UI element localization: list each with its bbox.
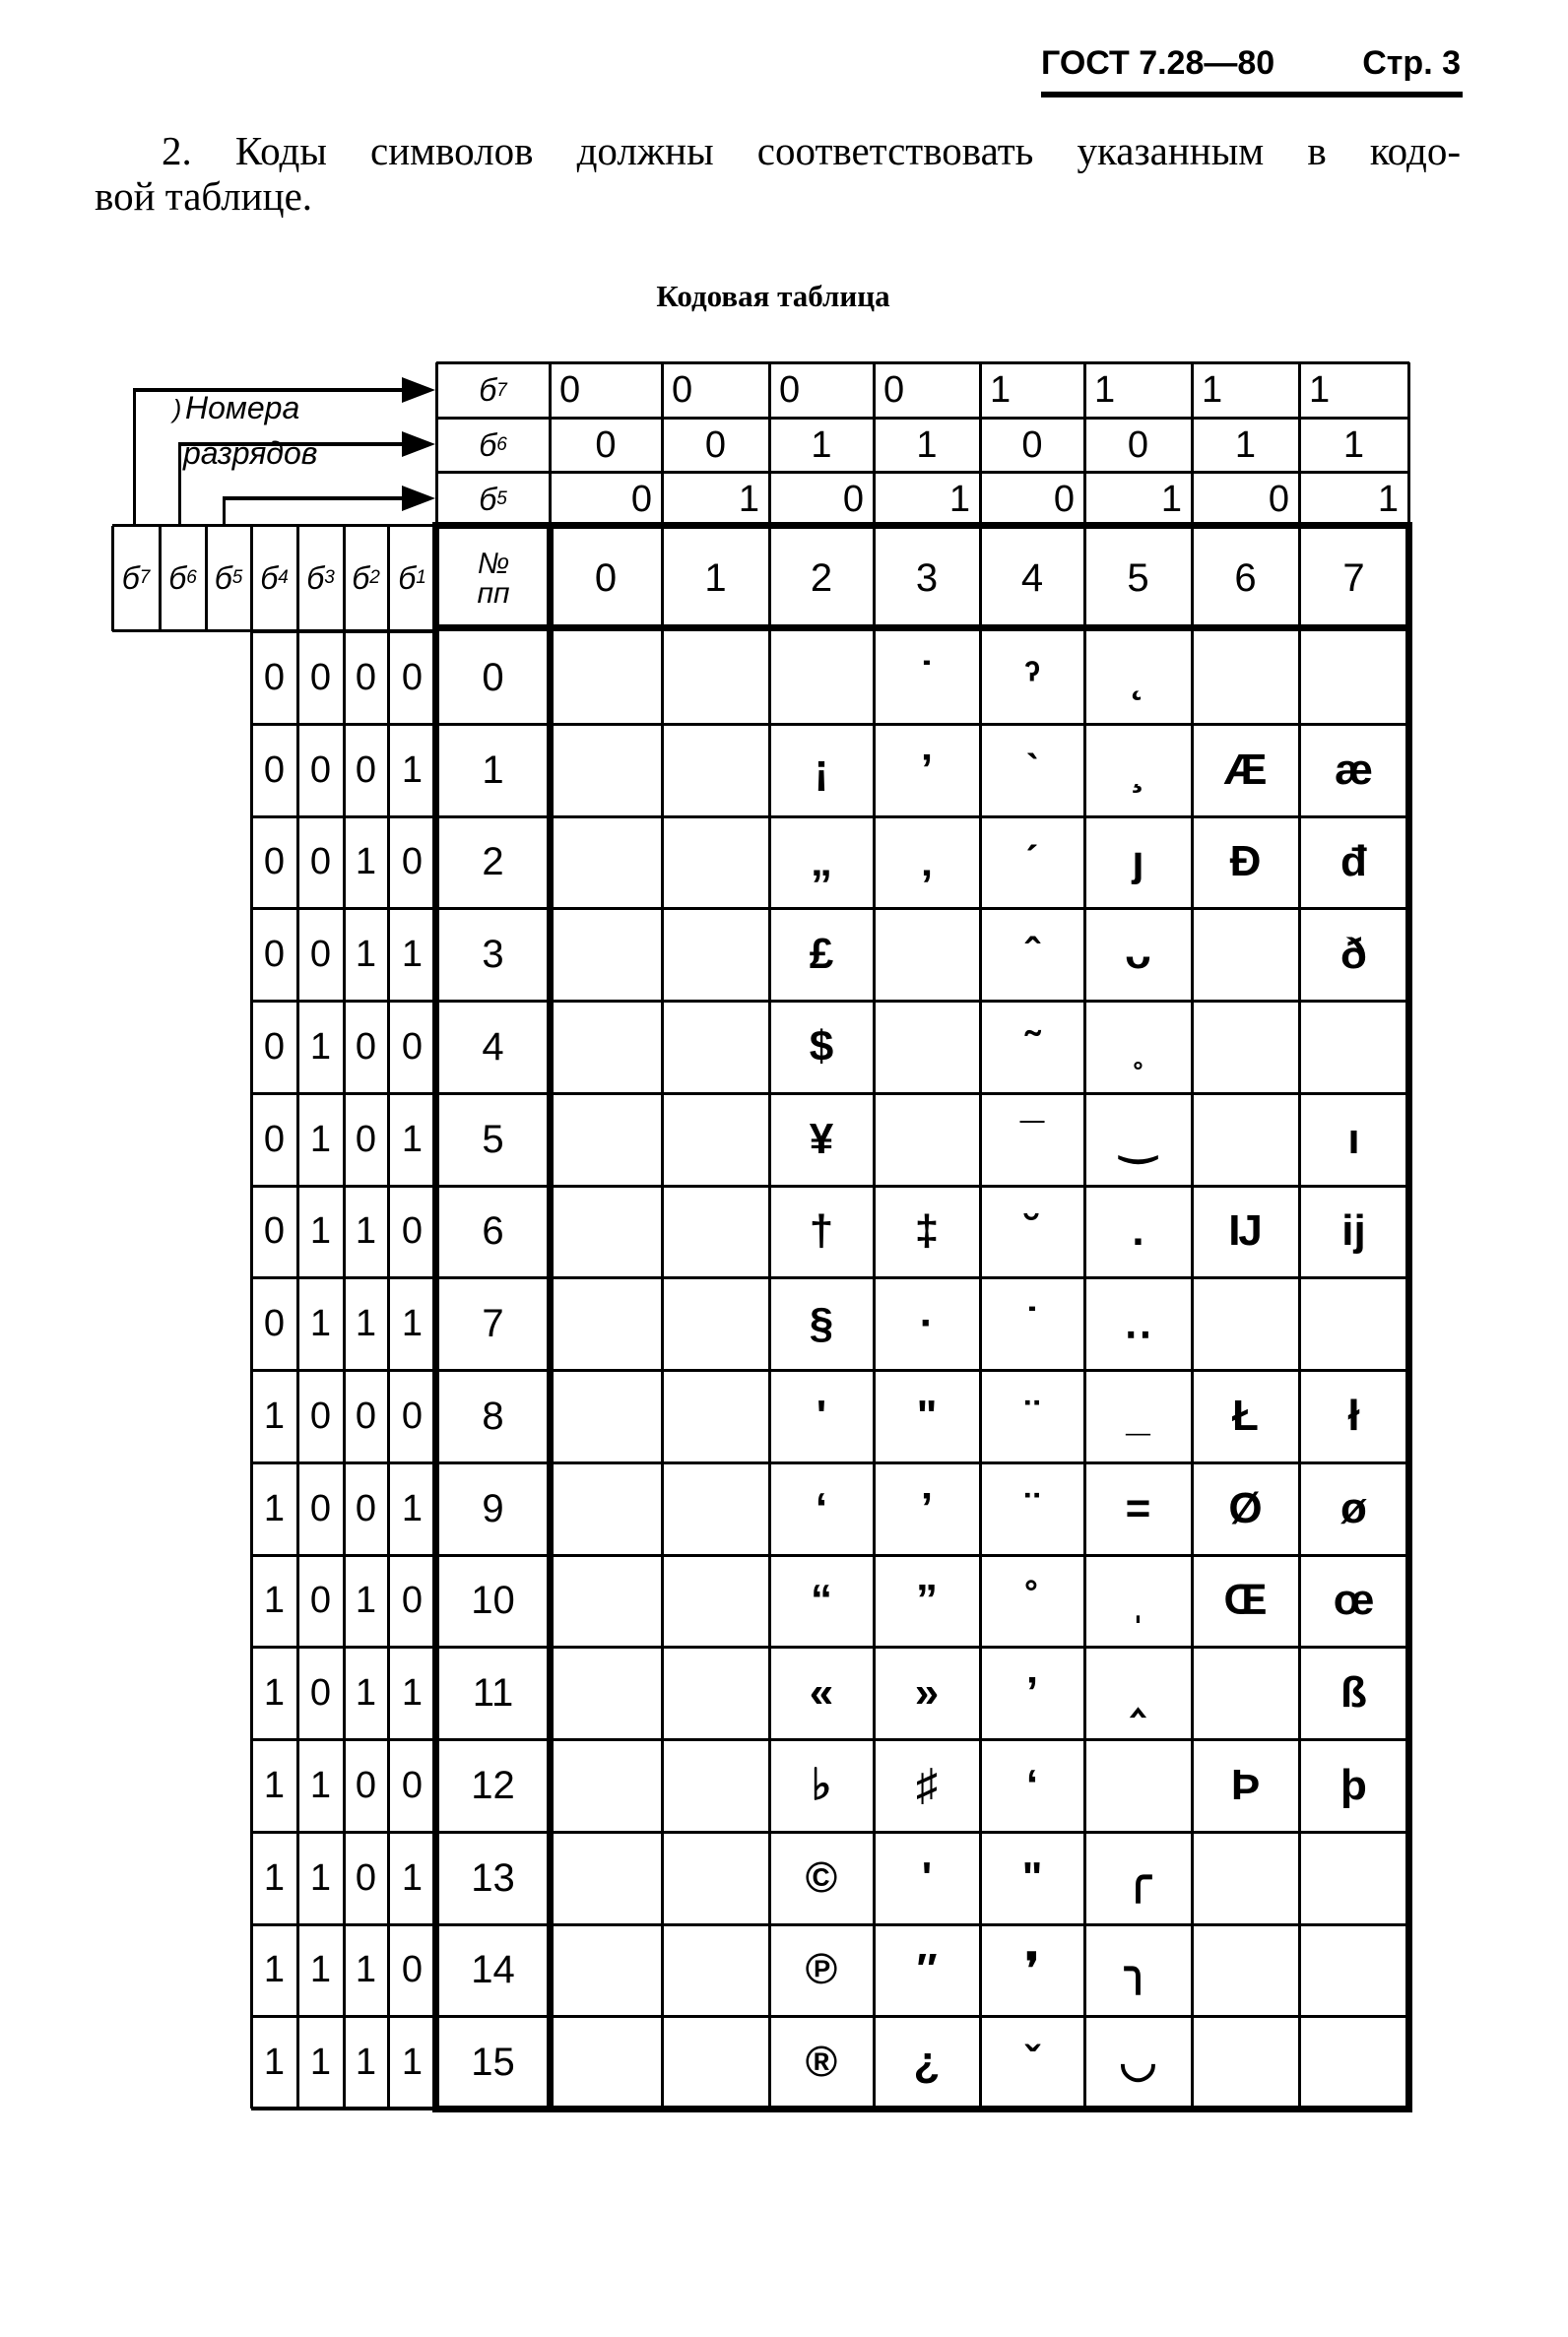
- arrow-icon: [402, 377, 435, 403]
- column-bit-value: 0: [1127, 423, 1149, 466]
- bit-label-mark: ): [172, 394, 182, 423]
- column-bit-value: 0: [1053, 478, 1075, 520]
- row-bit-value: 1: [309, 1764, 332, 1806]
- arrow-icon: [402, 486, 435, 511]
- column-bit-value: 1: [948, 478, 970, 520]
- row-bit-value: 1: [401, 1303, 424, 1345]
- row-bit-header: [344, 526, 388, 629]
- row-bit-value: 0: [401, 1949, 424, 1991]
- code-symbol: Ł: [1232, 1391, 1259, 1440]
- number-header: [439, 530, 548, 628]
- row-bit-value: 0: [401, 656, 424, 698]
- code-symbol: ʻ: [815, 1483, 828, 1532]
- bit-letter: б: [479, 426, 497, 463]
- code-symbol: „: [811, 837, 832, 886]
- column-bit-value: 0: [595, 423, 617, 466]
- column-bit-value: 1: [1202, 369, 1223, 411]
- row-number: 4: [482, 1024, 504, 1069]
- bit-row-label: [436, 472, 550, 526]
- code-symbol: ʼ: [1025, 1668, 1039, 1718]
- code-symbol: ‸: [1131, 1668, 1145, 1718]
- bit-letter: б: [398, 559, 417, 596]
- code-symbol: «: [809, 1668, 834, 1718]
- paragraph-line: вой таблице.: [95, 173, 313, 219]
- row-bit-value: 1: [401, 934, 424, 976]
- code-symbol: .: [1132, 1206, 1144, 1256]
- column-bit-value: 0: [779, 369, 801, 411]
- row-bit-value: 1: [309, 1210, 332, 1253]
- code-symbol: ″: [916, 1945, 938, 1994]
- bit-row-label: [436, 362, 550, 418]
- bit-index: 6: [496, 434, 507, 455]
- row-bit-header: [388, 526, 436, 629]
- row-bit-header: [112, 526, 160, 629]
- code-symbol: ˇ: [1024, 2038, 1040, 2087]
- bit-index: 7: [139, 567, 151, 588]
- row-number: 9: [482, 1486, 504, 1530]
- code-symbol: ĳ: [1341, 1206, 1366, 1256]
- column-bit-value: 1: [738, 478, 759, 520]
- row-bit-value: 1: [355, 1303, 377, 1345]
- code-symbol: þ: [1340, 1760, 1367, 1809]
- standard-number: ГОСТ 7.28—80: [1041, 43, 1275, 82]
- code-symbol: ˚: [1024, 1576, 1040, 1625]
- bit-row-label: [436, 418, 550, 472]
- grid-line: [178, 442, 181, 526]
- column-bit-value: 1: [1377, 478, 1399, 520]
- row-bit-value: 0: [401, 841, 424, 883]
- column-number: 2: [810, 555, 833, 600]
- row-bit-value: 1: [355, 1672, 377, 1715]
- column-bit-value: 0: [842, 478, 864, 520]
- row-bit-value: 0: [401, 1025, 424, 1068]
- row-bit-header: [251, 526, 297, 629]
- code-symbol: ¨: [1024, 1483, 1040, 1532]
- row-bit-value: 0: [309, 1580, 332, 1622]
- row-bit-value: 1: [263, 1487, 286, 1529]
- code-symbol: ╮: [1125, 1945, 1151, 1994]
- row-bit-value: 0: [355, 1395, 377, 1437]
- code-symbol: ¥: [809, 1114, 834, 1163]
- row-bit-value: 1: [355, 1949, 377, 1991]
- column-bit-value: 0: [672, 369, 693, 411]
- number-header-text: пп: [477, 577, 510, 610]
- code-symbol: Ø: [1228, 1483, 1263, 1532]
- row-bit-value: 0: [355, 1025, 377, 1068]
- row-number: 10: [471, 1579, 515, 1623]
- row-bit-value: 0: [401, 1210, 424, 1253]
- code-symbol: ¨: [1024, 1391, 1040, 1440]
- row-bit-header: [206, 526, 251, 629]
- code-symbol: ł: [1347, 1391, 1360, 1440]
- bit-label-numbers: Номера: [185, 390, 300, 425]
- row-bit-value: 1: [309, 1118, 332, 1160]
- column-bit-value: 1: [990, 369, 1012, 411]
- row-number: 1: [482, 747, 504, 792]
- bit-index: 3: [324, 567, 335, 588]
- code-symbol: ‥: [1123, 1299, 1153, 1348]
- row-bit-value: 0: [401, 1395, 424, 1437]
- grid-line: [1407, 362, 1410, 526]
- column-number: 5: [1127, 555, 1149, 600]
- row-bit-value: 0: [355, 1856, 377, 1899]
- grid-line: [133, 388, 136, 526]
- code-symbol: £: [809, 930, 834, 979]
- code-symbol: ♭: [811, 1760, 832, 1809]
- header-rule: [1041, 92, 1463, 97]
- row-bit-value: 1: [401, 2042, 424, 2084]
- row-bit-value: 1: [401, 1856, 424, 1899]
- column-bit-value: 1: [1160, 478, 1182, 520]
- row-bit-header: [160, 526, 206, 629]
- row-bit-value: 1: [263, 1764, 286, 1806]
- bit-label-digits: разрядов: [183, 435, 318, 471]
- row-number: 7: [482, 1302, 504, 1346]
- row-bit-value: 0: [263, 656, 286, 698]
- column-bit-value: 0: [1021, 423, 1043, 466]
- code-symbol: _: [1126, 1391, 1150, 1440]
- code-symbol: ®: [805, 2038, 838, 2087]
- row-bit-value: 1: [263, 2042, 286, 2084]
- code-symbol: ˛: [1131, 652, 1145, 701]
- column-bit-value: 0: [559, 369, 581, 411]
- bit-letter: б: [479, 372, 497, 408]
- row-bit-value: 0: [309, 1395, 332, 1437]
- row-bit-value: 1: [355, 1210, 377, 1253]
- code-symbol: ‡: [914, 1206, 940, 1256]
- row-bit-value: 1: [263, 1672, 286, 1715]
- code-symbol: ø: [1340, 1483, 1367, 1532]
- column-bit-value: 1: [811, 423, 832, 466]
- column-bit-value: 1: [1309, 369, 1331, 411]
- column-bit-value: 0: [883, 369, 905, 411]
- row-bit-value: 1: [401, 1118, 424, 1160]
- code-symbol: ˘: [1024, 1206, 1040, 1256]
- row-bit-value: 1: [309, 1949, 332, 1991]
- row-bit-value: 1: [309, 2042, 332, 2084]
- code-symbol: »: [914, 1668, 940, 1718]
- code-symbol: ʺ: [1021, 1852, 1043, 1902]
- row-bit-value: 1: [309, 1856, 332, 1899]
- row-bit-header: [297, 526, 344, 629]
- row-number: 13: [471, 1855, 515, 1900]
- row-bit-value: 1: [355, 2042, 377, 2084]
- code-symbol: ˀ: [1023, 652, 1041, 701]
- grid-line: [1298, 362, 1301, 526]
- code-symbol: ¸: [1131, 745, 1145, 794]
- row-bit-value: 0: [263, 1025, 286, 1068]
- page-header: [1041, 39, 1461, 87]
- column-bit-value: 1: [1342, 423, 1365, 466]
- code-symbol: Ĳ: [1228, 1206, 1263, 1256]
- row-number: 0: [482, 655, 504, 699]
- row-number: 12: [471, 1763, 515, 1807]
- row-bit-value: 1: [263, 1949, 286, 1991]
- code-symbol: ♯: [916, 1760, 938, 1809]
- code-symbol: =: [1125, 1483, 1151, 1532]
- code-symbol: ˜: [1024, 1021, 1040, 1071]
- bit-letter: б: [260, 559, 279, 596]
- row-bit-value: 1: [263, 1856, 286, 1899]
- row-bit-value: 0: [355, 1764, 377, 1806]
- column-bit-value: 0: [630, 478, 652, 520]
- grid-line: [1083, 362, 1086, 526]
- grid-line: [1191, 362, 1194, 526]
- row-number: 15: [471, 2041, 515, 2085]
- row-bit-value: 0: [401, 1580, 424, 1622]
- arrow-icon: [402, 431, 435, 457]
- page-number: Стр. 3: [1362, 43, 1461, 82]
- column-number: 4: [1020, 555, 1044, 600]
- row-bit-value: 1: [355, 934, 377, 976]
- row-bit-value: 0: [309, 748, 332, 791]
- code-symbol: ʹ: [921, 1852, 933, 1902]
- bit-index: 1: [416, 567, 426, 588]
- code-symbol: đ: [1340, 837, 1367, 886]
- column-number: 7: [1342, 555, 1365, 600]
- code-symbol: Þ: [1230, 1760, 1261, 1809]
- bit-index: 7: [496, 379, 507, 401]
- column-bit-value: 0: [1268, 478, 1289, 520]
- row-bit-value: 0: [263, 841, 286, 883]
- code-symbol: ˊ: [1024, 837, 1040, 886]
- code-symbol: ˌ: [1131, 1576, 1145, 1625]
- grid-line: [873, 362, 876, 526]
- code-symbol: œ: [1333, 1576, 1375, 1625]
- bit-letter: б: [306, 559, 325, 596]
- row-bit-value: 0: [309, 656, 332, 698]
- code-symbol: ı: [1347, 1114, 1360, 1163]
- code-symbol: ˳: [1131, 1021, 1145, 1071]
- code-symbol: ℗: [805, 1945, 838, 1994]
- row-number: 2: [482, 840, 504, 884]
- code-symbol: ¿: [913, 2038, 941, 2087]
- row-number: 11: [472, 1671, 514, 1716]
- row-number: 14: [471, 1948, 515, 1992]
- row-bit-value: 0: [355, 748, 377, 791]
- row-bit-value: 1: [355, 841, 377, 883]
- table-title: Кодовая таблица: [656, 279, 890, 313]
- bit-index: 5: [231, 567, 243, 588]
- column-number: 0: [594, 555, 618, 600]
- grid-line: [979, 362, 982, 526]
- code-symbol: †: [809, 1206, 834, 1256]
- code-symbol: ©: [805, 1852, 838, 1902]
- code-symbol: ·: [919, 1299, 935, 1348]
- code-symbol: æ: [1334, 745, 1374, 794]
- code-symbol: ð: [1340, 930, 1367, 979]
- column-number: 6: [1234, 555, 1257, 600]
- row-bit-value: 1: [401, 1487, 424, 1529]
- row-bit-value: 1: [263, 1395, 286, 1437]
- code-symbol: ʹ: [816, 1391, 827, 1440]
- code-symbol: ❜: [1024, 1945, 1040, 1994]
- bit-letter: б: [121, 559, 140, 596]
- row-bit-value: 0: [309, 1487, 332, 1529]
- grid-line: [768, 362, 771, 526]
- bit-letter: б: [352, 559, 370, 596]
- column-bit-value: 1: [916, 423, 938, 466]
- grid-line: [661, 362, 664, 526]
- code-symbol: ˙: [919, 652, 935, 701]
- column-bit-value: 1: [1234, 423, 1257, 466]
- column-bit-value: 1: [1094, 369, 1116, 411]
- row-number: 8: [482, 1394, 504, 1438]
- bit-index: 4: [278, 567, 289, 588]
- code-symbol: ”: [916, 1576, 938, 1625]
- code-symbol: ¡: [814, 745, 829, 794]
- row-bit-value: 0: [263, 1210, 286, 1253]
- column-number: 1: [704, 555, 727, 600]
- bit-index: 6: [186, 567, 197, 588]
- code-symbol: “: [811, 1576, 832, 1625]
- code-symbol: ’: [920, 745, 934, 794]
- row-number: 6: [482, 1209, 504, 1254]
- code-symbol: $: [809, 1021, 834, 1071]
- code-symbol: ʻ: [1025, 1760, 1039, 1809]
- bit-letter: б: [214, 559, 232, 596]
- row-bit-value: 0: [309, 841, 332, 883]
- code-symbol: ˙: [1024, 1299, 1040, 1348]
- code-symbol: ˋ: [1024, 745, 1040, 794]
- row-bit-value: 1: [309, 1303, 332, 1345]
- bit-letter: б: [168, 559, 187, 596]
- row-bit-value: 1: [355, 1580, 377, 1622]
- row-bit-value: 1: [309, 1025, 332, 1068]
- code-symbol: ß: [1340, 1668, 1367, 1718]
- number-header-text: №: [477, 548, 510, 580]
- row-number: 5: [482, 1117, 504, 1161]
- code-symbol: ╭: [1125, 1852, 1151, 1902]
- row-bit-value: 0: [263, 934, 286, 976]
- row-bit-value: 0: [401, 1764, 424, 1806]
- code-symbol: Œ: [1223, 1576, 1268, 1625]
- grid-line: [661, 526, 664, 2109]
- code-symbol: ʺ: [916, 1391, 938, 1440]
- row-bit-value: 0: [355, 1118, 377, 1160]
- row-bit-value: 0: [355, 656, 377, 698]
- column-number: 3: [915, 555, 939, 600]
- paragraph-line: 2. Коды символов должны соответствовать указанным в кодо-: [162, 128, 1461, 173]
- code-symbol: ‚: [920, 837, 934, 886]
- grid-line: [223, 496, 226, 526]
- code-symbol: ‿: [1120, 1114, 1156, 1163]
- row-bit-value: 1: [263, 1580, 286, 1622]
- row-bit-value: 0: [263, 748, 286, 791]
- code-symbol: ᴗ: [1125, 930, 1151, 979]
- code-symbol: ȷ: [1132, 837, 1144, 886]
- row-bit-value: 1: [401, 1672, 424, 1715]
- row-number: 3: [482, 933, 504, 977]
- code-symbol: §: [809, 1299, 834, 1348]
- column-bit-value: 0: [704, 423, 727, 466]
- row-bit-value: 0: [309, 934, 332, 976]
- row-bit-value: 0: [355, 1487, 377, 1529]
- bit-letter: б: [479, 481, 497, 517]
- row-bit-value: 0: [309, 1672, 332, 1715]
- row-bit-value: 0: [263, 1303, 286, 1345]
- bit-index: 2: [369, 567, 380, 588]
- row-bit-value: 0: [263, 1118, 286, 1160]
- code-symbol: Đ: [1229, 837, 1262, 886]
- code-symbol: ʼ: [920, 1483, 934, 1532]
- code-symbol: Æ: [1223, 745, 1268, 794]
- code-symbol: ◡: [1119, 2038, 1157, 2087]
- grid-line: [432, 624, 1412, 631]
- grid-line: [223, 496, 402, 500]
- bit-index: 5: [496, 488, 507, 509]
- row-bit-value: 1: [401, 748, 424, 791]
- code-symbol: ¯: [1019, 1114, 1045, 1163]
- code-symbol: ˆ: [1024, 930, 1040, 979]
